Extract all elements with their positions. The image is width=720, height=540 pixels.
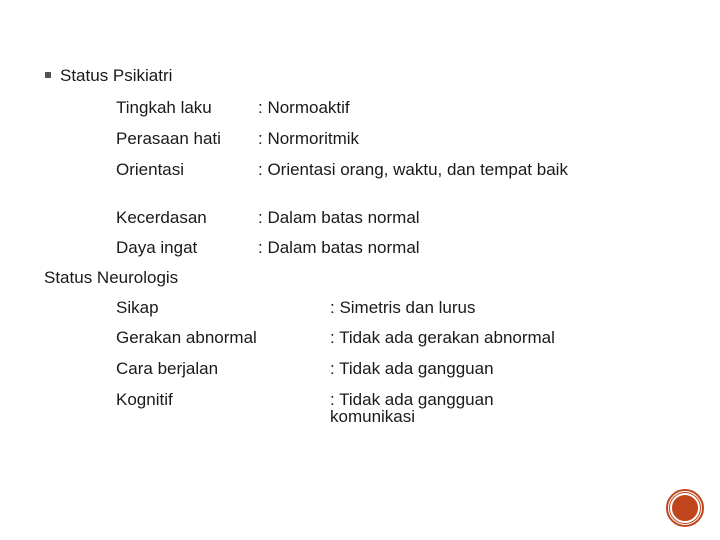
neurologis-value-gerakan-abnormal: : Tidak ada gerakan abnormal [330,328,555,347]
psikiatri-label-tingkah-laku: Tingkah laku [116,98,212,117]
circle-nav-icon[interactable] [666,489,704,527]
psikiatri-value-tingkah-laku: : Normoaktif [258,98,350,117]
psikiatri-value-kecerdasan: : Dalam batas normal [258,208,420,227]
psikiatri-value-perasaan-hati: : Normoritmik [258,129,360,148]
psikiatri-label-kecerdasan: Kecerdasan [116,208,207,227]
psikiatri-label-orientasi: Orientasi [116,160,185,179]
psikiatri-value-orientasi: : Orientasi orang, waktu, dan tempat baik [258,160,568,179]
section-heading-neurologis: Status Neurologis [44,268,179,287]
neurologis-label-sikap: Sikap [116,298,159,317]
neurologis-label-gerakan-abnormal: Gerakan abnormal [116,328,257,347]
neurologis-label-kognitif: Kognitif [116,390,173,409]
psikiatri-label-daya-ingat: Daya ingat [116,238,198,257]
psikiatri-label-perasaan-hati: Perasaan hati [116,129,221,148]
psikiatri-value-daya-ingat: : Dalam batas normal [258,238,420,257]
circle-nav-inner [670,493,700,523]
neurologis-label-cara-berjalan: Cara berjalan [116,359,219,378]
section-heading-psikiatri: Status Psikiatri [60,66,173,85]
neurologis-value-kognitif: : Tidak ada gangguan komunikasi [330,390,494,426]
neurologis-value-cara-berjalan: : Tidak ada gangguan [330,359,494,378]
square-bullet-icon [45,72,51,78]
neurologis-value-sikap: : Simetris dan lurus [330,298,476,317]
